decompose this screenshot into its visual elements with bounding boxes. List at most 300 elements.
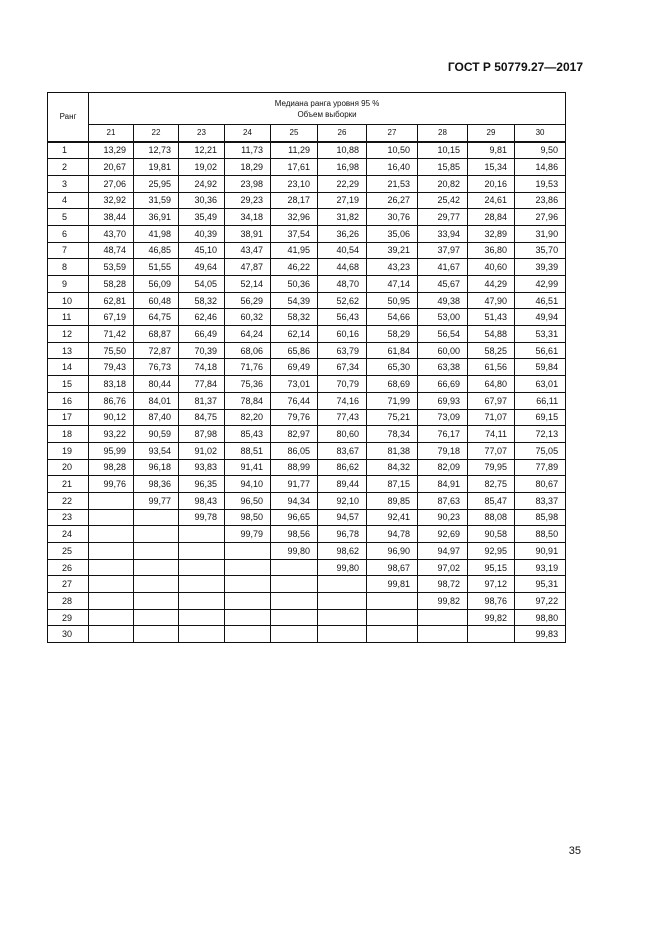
rank-cell: 2 — [48, 159, 89, 176]
value-cell — [179, 609, 225, 626]
rank-cell: 4 — [48, 192, 89, 209]
rank-cell: 23 — [48, 509, 89, 526]
table-row — [48, 276, 566, 293]
value-cell: 34,18 — [225, 209, 271, 226]
value-cell: 24,92 — [179, 175, 225, 192]
value-cell: 26,27 — [367, 192, 418, 209]
document-code: ГОСТ Р 50779.27—2017 — [447, 60, 583, 74]
value-cell: 10,88 — [318, 142, 367, 159]
rank-cell: 11 — [48, 309, 89, 326]
value-cell: 79,18 — [418, 442, 468, 459]
value-cell: 91,77 — [271, 476, 318, 493]
value-cell: 28,84 — [468, 209, 515, 226]
value-cell: 95,15 — [468, 559, 515, 576]
value-cell: 90,23 — [418, 509, 468, 526]
value-cell: 73,01 — [271, 376, 318, 393]
table-row — [48, 192, 566, 209]
rank-cell: 27 — [48, 576, 89, 593]
value-cell: 79,43 — [89, 359, 134, 376]
value-cell — [89, 593, 134, 610]
value-cell — [225, 576, 271, 593]
value-cell: 60,48 — [134, 292, 179, 309]
value-cell — [89, 609, 134, 626]
table-row — [48, 309, 566, 326]
value-cell: 93,22 — [89, 426, 134, 443]
value-cell: 90,58 — [468, 526, 515, 543]
rank-cell: 26 — [48, 559, 89, 576]
value-cell — [89, 492, 134, 509]
value-cell: 68,87 — [134, 326, 179, 343]
value-cell: 98,67 — [367, 559, 418, 576]
table-row — [48, 175, 566, 192]
value-cell: 23,86 — [515, 192, 566, 209]
value-cell: 23,10 — [271, 175, 318, 192]
value-cell: 25,42 — [418, 192, 468, 209]
value-cell: 82,75 — [468, 476, 515, 493]
value-cell: 12,21 — [179, 142, 225, 159]
table-row — [48, 442, 566, 459]
rank-cell: 16 — [48, 392, 89, 409]
table-row — [48, 209, 566, 226]
value-cell: 83,18 — [89, 376, 134, 393]
value-cell: 97,22 — [515, 593, 566, 610]
value-cell — [271, 576, 318, 593]
value-cell: 87,98 — [179, 426, 225, 443]
value-cell: 83,37 — [515, 492, 566, 509]
value-cell: 66,69 — [418, 376, 468, 393]
value-cell: 98,56 — [271, 526, 318, 543]
value-cell — [89, 576, 134, 593]
value-cell: 88,08 — [468, 509, 515, 526]
value-cell: 96,35 — [179, 476, 225, 493]
value-cell: 77,07 — [468, 442, 515, 459]
value-cell: 44,68 — [318, 259, 367, 276]
value-cell: 91,02 — [179, 442, 225, 459]
value-cell: 92,41 — [367, 509, 418, 526]
value-cell: 10,15 — [418, 142, 468, 159]
value-cell: 54,05 — [179, 276, 225, 293]
value-cell: 43,70 — [89, 225, 134, 242]
value-cell: 93,19 — [515, 559, 566, 576]
value-cell: 80,60 — [318, 426, 367, 443]
value-cell: 82,97 — [271, 426, 318, 443]
value-cell: 61,56 — [468, 359, 515, 376]
value-cell: 75,05 — [515, 442, 566, 459]
value-cell — [367, 609, 418, 626]
value-cell: 90,59 — [134, 426, 179, 443]
value-cell: 50,95 — [367, 292, 418, 309]
rank-cell: 3 — [48, 175, 89, 192]
value-cell: 22,29 — [318, 175, 367, 192]
value-cell: 39,21 — [367, 242, 418, 259]
value-cell: 53,31 — [515, 326, 566, 343]
table-body — [48, 142, 566, 643]
value-cell: 85,43 — [225, 426, 271, 443]
value-cell: 52,14 — [225, 276, 271, 293]
value-cell: 98,36 — [134, 476, 179, 493]
value-cell — [225, 559, 271, 576]
value-cell: 56,61 — [515, 342, 566, 359]
value-cell: 77,43 — [318, 409, 367, 426]
column-header-21: 21 — [89, 125, 134, 142]
value-cell — [89, 543, 134, 560]
table-row — [48, 526, 566, 543]
value-cell: 9,50 — [515, 142, 566, 159]
value-cell: 64,80 — [468, 376, 515, 393]
value-cell: 41,67 — [418, 259, 468, 276]
value-cell: 45,10 — [179, 242, 225, 259]
value-cell: 21,53 — [367, 175, 418, 192]
value-cell: 20,16 — [468, 175, 515, 192]
value-cell: 54,88 — [468, 326, 515, 343]
value-cell: 33,94 — [418, 225, 468, 242]
value-cell: 36,26 — [318, 225, 367, 242]
value-cell — [225, 609, 271, 626]
value-cell: 35,06 — [367, 225, 418, 242]
value-cell: 31,82 — [318, 209, 367, 226]
table-row — [48, 142, 566, 159]
value-cell: 86,05 — [271, 442, 318, 459]
value-cell: 79,76 — [271, 409, 318, 426]
value-cell: 27,06 — [89, 175, 134, 192]
value-cell: 16,98 — [318, 159, 367, 176]
value-cell: 65,86 — [271, 342, 318, 359]
table-row — [48, 159, 566, 176]
value-cell: 37,97 — [418, 242, 468, 259]
value-cell: 81,38 — [367, 442, 418, 459]
value-cell: 12,73 — [134, 142, 179, 159]
value-cell: 31,59 — [134, 192, 179, 209]
value-cell: 72,13 — [515, 426, 566, 443]
value-cell: 56,09 — [134, 276, 179, 293]
value-cell: 98,43 — [179, 492, 225, 509]
rank-cell: 19 — [48, 442, 89, 459]
value-cell: 36,91 — [134, 209, 179, 226]
value-cell: 64,24 — [225, 326, 271, 343]
value-cell: 24,61 — [468, 192, 515, 209]
value-cell — [89, 559, 134, 576]
rank-cell: 5 — [48, 209, 89, 226]
table-row — [48, 509, 566, 526]
value-cell: 76,44 — [271, 392, 318, 409]
value-cell: 88,51 — [225, 442, 271, 459]
table-row — [48, 359, 566, 376]
value-cell: 46,22 — [271, 259, 318, 276]
value-cell: 78,34 — [367, 426, 418, 443]
value-cell: 49,64 — [179, 259, 225, 276]
value-cell: 60,16 — [318, 326, 367, 343]
value-cell: 18,29 — [225, 159, 271, 176]
value-cell: 71,42 — [89, 326, 134, 343]
value-cell: 45,67 — [418, 276, 468, 293]
value-cell: 88,99 — [271, 459, 318, 476]
value-cell: 97,02 — [418, 559, 468, 576]
value-cell: 75,36 — [225, 376, 271, 393]
value-cell: 99,78 — [179, 509, 225, 526]
rank-cell: 28 — [48, 593, 89, 610]
value-cell: 88,50 — [515, 526, 566, 543]
value-cell: 99,77 — [134, 492, 179, 509]
table-row — [48, 342, 566, 359]
value-cell: 82,20 — [225, 409, 271, 426]
table-row — [48, 543, 566, 560]
value-cell: 99,76 — [89, 476, 134, 493]
value-cell: 48,74 — [89, 242, 134, 259]
value-cell: 77,84 — [179, 376, 225, 393]
value-cell: 71,76 — [225, 359, 271, 376]
rank-cell: 29 — [48, 609, 89, 626]
value-cell: 98,76 — [468, 593, 515, 610]
column-header-28: 28 — [418, 125, 468, 142]
value-cell — [134, 559, 179, 576]
value-cell: 62,81 — [89, 292, 134, 309]
value-cell: 98,28 — [89, 459, 134, 476]
value-cell — [134, 626, 179, 643]
value-cell: 87,15 — [367, 476, 418, 493]
value-cell: 99,80 — [271, 543, 318, 560]
value-cell: 77,89 — [515, 459, 566, 476]
value-cell: 63,79 — [318, 342, 367, 359]
value-cell: 46,85 — [134, 242, 179, 259]
value-cell: 95,99 — [89, 442, 134, 459]
value-cell — [179, 559, 225, 576]
rank-cell: 1 — [48, 142, 89, 159]
rank-cell: 14 — [48, 359, 89, 376]
value-cell: 63,38 — [418, 359, 468, 376]
value-cell: 93,54 — [134, 442, 179, 459]
value-cell: 86,62 — [318, 459, 367, 476]
value-cell: 59,84 — [515, 359, 566, 376]
value-cell: 99,80 — [318, 559, 367, 576]
value-cell: 96,18 — [134, 459, 179, 476]
value-cell: 89,85 — [367, 492, 418, 509]
value-cell: 20,67 — [89, 159, 134, 176]
value-cell: 32,92 — [89, 192, 134, 209]
value-cell: 68,06 — [225, 342, 271, 359]
value-cell: 51,43 — [468, 309, 515, 326]
value-cell: 44,29 — [468, 276, 515, 293]
value-cell: 40,60 — [468, 259, 515, 276]
value-cell: 58,29 — [367, 326, 418, 343]
table-row — [48, 409, 566, 426]
value-cell: 17,61 — [271, 159, 318, 176]
value-cell — [179, 593, 225, 610]
value-cell — [418, 626, 468, 643]
value-cell: 98,80 — [515, 609, 566, 626]
value-cell: 58,32 — [179, 292, 225, 309]
value-cell: 99,81 — [367, 576, 418, 593]
median-rank-table — [47, 92, 566, 643]
value-cell: 13,29 — [89, 142, 134, 159]
value-cell: 94,10 — [225, 476, 271, 493]
table-row — [48, 492, 566, 509]
value-cell — [89, 626, 134, 643]
value-cell: 69,49 — [271, 359, 318, 376]
value-cell — [318, 626, 367, 643]
column-header-26: 26 — [318, 125, 367, 142]
value-cell: 39,39 — [515, 259, 566, 276]
value-cell — [179, 526, 225, 543]
value-cell: 86,76 — [89, 392, 134, 409]
value-cell: 11,73 — [225, 142, 271, 159]
column-header-row — [48, 125, 566, 142]
table-row — [48, 392, 566, 409]
value-cell: 85,47 — [468, 492, 515, 509]
value-cell: 19,02 — [179, 159, 225, 176]
rank-header: Ранг — [48, 93, 89, 142]
table-row — [48, 326, 566, 343]
value-cell: 15,85 — [418, 159, 468, 176]
value-cell: 84,32 — [367, 459, 418, 476]
rank-cell: 9 — [48, 276, 89, 293]
value-cell: 82,09 — [418, 459, 468, 476]
value-cell — [225, 626, 271, 643]
value-cell: 40,54 — [318, 242, 367, 259]
rank-cell: 8 — [48, 259, 89, 276]
value-cell: 30,36 — [179, 192, 225, 209]
table-row — [48, 609, 566, 626]
value-cell: 38,44 — [89, 209, 134, 226]
rank-cell: 30 — [48, 626, 89, 643]
value-cell — [225, 593, 271, 610]
value-cell — [134, 509, 179, 526]
value-cell: 80,67 — [515, 476, 566, 493]
value-cell: 98,50 — [225, 509, 271, 526]
column-header-30: 30 — [515, 125, 566, 142]
value-cell: 64,75 — [134, 309, 179, 326]
value-cell: 27,96 — [515, 209, 566, 226]
value-cell: 31,90 — [515, 225, 566, 242]
value-cell: 74,18 — [179, 359, 225, 376]
value-cell: 75,21 — [367, 409, 418, 426]
value-cell: 35,49 — [179, 209, 225, 226]
table-row — [48, 559, 566, 576]
value-cell: 27,19 — [318, 192, 367, 209]
column-header-27: 27 — [367, 125, 418, 142]
value-cell: 37,54 — [271, 225, 318, 242]
column-header-24: 24 — [225, 125, 271, 142]
value-cell — [367, 593, 418, 610]
table-row — [48, 225, 566, 242]
value-cell: 98,72 — [418, 576, 468, 593]
value-cell — [318, 609, 367, 626]
value-cell: 90,12 — [89, 409, 134, 426]
value-cell: 20,82 — [418, 175, 468, 192]
value-cell — [179, 543, 225, 560]
value-cell: 96,90 — [367, 543, 418, 560]
value-cell: 63,01 — [515, 376, 566, 393]
value-cell: 48,70 — [318, 276, 367, 293]
value-cell: 74,16 — [318, 392, 367, 409]
value-cell — [134, 543, 179, 560]
value-cell: 46,51 — [515, 292, 566, 309]
value-cell: 66,11 — [515, 392, 566, 409]
column-header-23: 23 — [179, 125, 225, 142]
rank-cell: 6 — [48, 225, 89, 242]
value-cell: 71,07 — [468, 409, 515, 426]
column-header-29: 29 — [468, 125, 515, 142]
value-cell: 92,10 — [318, 492, 367, 509]
value-cell: 89,44 — [318, 476, 367, 493]
value-cell: 87,40 — [134, 409, 179, 426]
value-cell: 30,76 — [367, 209, 418, 226]
value-cell: 52,62 — [318, 292, 367, 309]
table-row — [48, 576, 566, 593]
value-cell: 53,59 — [89, 259, 134, 276]
value-cell: 10,50 — [367, 142, 418, 159]
value-cell: 65,30 — [367, 359, 418, 376]
value-cell — [418, 609, 468, 626]
value-cell — [318, 576, 367, 593]
value-cell: 56,29 — [225, 292, 271, 309]
value-cell: 56,54 — [418, 326, 468, 343]
value-cell: 83,67 — [318, 442, 367, 459]
value-cell: 93,83 — [179, 459, 225, 476]
value-cell: 29,77 — [418, 209, 468, 226]
value-cell: 32,96 — [271, 209, 318, 226]
value-cell: 42,99 — [515, 276, 566, 293]
value-cell: 25,95 — [134, 175, 179, 192]
value-cell: 90,91 — [515, 543, 566, 560]
value-cell: 69,15 — [515, 409, 566, 426]
rank-cell: 18 — [48, 426, 89, 443]
table-row — [48, 626, 566, 643]
value-cell: 68,69 — [367, 376, 418, 393]
value-cell: 84,91 — [418, 476, 468, 493]
rank-cell: 20 — [48, 459, 89, 476]
column-header-22: 22 — [134, 125, 179, 142]
value-cell: 99,82 — [418, 593, 468, 610]
value-cell: 54,39 — [271, 292, 318, 309]
value-cell: 41,98 — [134, 225, 179, 242]
value-cell: 62,14 — [271, 326, 318, 343]
value-cell: 84,75 — [179, 409, 225, 426]
value-cell: 85,98 — [515, 509, 566, 526]
value-cell: 29,23 — [225, 192, 271, 209]
table-row — [48, 476, 566, 493]
value-cell: 94,78 — [367, 526, 418, 543]
value-cell: 43,23 — [367, 259, 418, 276]
table-row — [48, 593, 566, 610]
value-cell — [134, 593, 179, 610]
value-cell — [271, 559, 318, 576]
table-row — [48, 259, 566, 276]
value-cell: 84,01 — [134, 392, 179, 409]
value-cell: 51,55 — [134, 259, 179, 276]
rank-cell: 10 — [48, 292, 89, 309]
value-cell: 67,34 — [318, 359, 367, 376]
value-cell — [468, 626, 515, 643]
rank-cell: 13 — [48, 342, 89, 359]
value-cell: 40,39 — [179, 225, 225, 242]
value-cell: 99,82 — [468, 609, 515, 626]
value-cell: 70,79 — [318, 376, 367, 393]
value-cell: 95,31 — [515, 576, 566, 593]
value-cell: 78,84 — [225, 392, 271, 409]
value-cell: 97,12 — [468, 576, 515, 593]
value-cell: 92,69 — [418, 526, 468, 543]
table-row — [48, 242, 566, 259]
value-cell: 41,95 — [271, 242, 318, 259]
table-title-line2: Объем выборки — [297, 109, 357, 119]
table-title-line1: Медиана ранга уровня 95 % — [274, 98, 380, 108]
value-cell: 43,47 — [225, 242, 271, 259]
value-cell — [134, 576, 179, 593]
value-cell: 11,29 — [271, 142, 318, 159]
value-cell — [225, 543, 271, 560]
value-cell — [179, 626, 225, 643]
value-cell: 76,17 — [418, 426, 468, 443]
